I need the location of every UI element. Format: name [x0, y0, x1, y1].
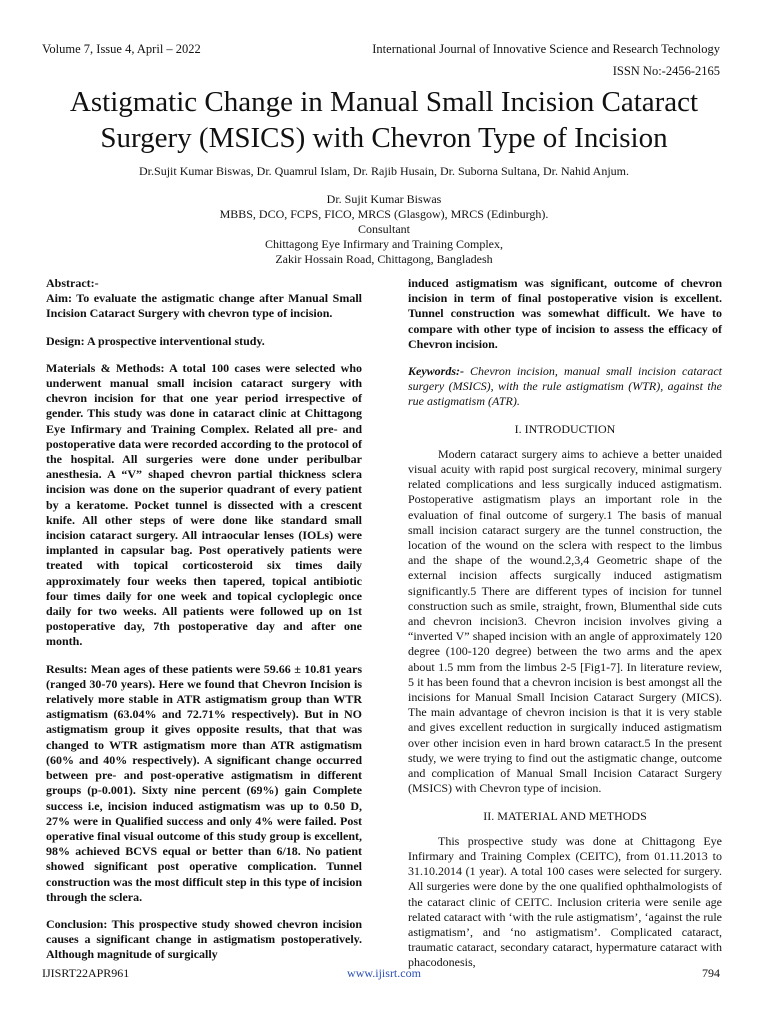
affiliation-block [40, 192, 728, 267]
abstract-aim: Aim: To evaluate the astigmatic change after Manual Small Incision Cataract Surgery with chevron type of incision. [46, 291, 362, 321]
abstract-results: Results: Mean ages of these patients were 59.66 ± 10.81 years (ranged 30-70 years). Here we found that Chevron Incision is relatively more stable in ATR astigmatism group than WTR astigmatism (63.04% and 72.71% respectively). But in NO astigmatism group it gives opposite results, that that was changed to WTR astigmatism more than ATR astigmatism (60% and 40% respectively). A significant change occurred between pre- and post-operative astigmatism in different groups (p-0.001). Sixty nine percent (69%) gain Complete success i.e, incision induced astigmatism was up to 0.50 D, 27% were in Qualified success and only 4% were failed. Post operative final visual outcome of this study group is excellent, 98% achieved BCVS equal or better than 6/18. No patient showed significant post operative complication. Tunnel construction was the most difficult step in this type of incision through the sclera. [46, 661, 362, 904]
author-institution: Chittagong Eye Infirmary and Training Complex, [265, 237, 503, 251]
keywords-text: Chevron incision, manual small incision cataract surgery (MSICS), with the rule astigmatism (WTR), against the rue astigmatism (ATR). [408, 364, 722, 409]
paper-id: IJISRT22APR961 [42, 966, 130, 980]
author-degrees: MBBS, DCO, FCPS, FICO, MRCS (Glasgow), MRCS (Edinburgh). [219, 207, 549, 221]
journal-volume: Volume 7, Issue 4, April – 2022 [42, 42, 201, 56]
corresponding-author: Dr. Sujit Kumar Biswas [326, 192, 442, 206]
author-address: Zakir Hossain Road, Chittagong, Bangladesh [275, 252, 493, 266]
journal-url[interactable]: www.ijisrt.com [347, 966, 421, 980]
abstract-conclusion: Conclusion: This prospective study showed chevron incision causes a significant change in astigmatism postoperatively. Although magnitude of surgically [46, 916, 362, 962]
paper-title: Astigmatic Change in Manual Small Incision Cataract Surgery (MSICS) with Chevron Type of Incision [69, 86, 699, 154]
section-heading-introduction: I. INTRODUCTION [514, 421, 616, 436]
keywords-label: Keywords:- [408, 364, 464, 379]
abstract-methods: Materials & Methods: A total 100 cases were selected who underwent manual small incision cataract surgery with chevron incision for that one year period irrespective of gender. This study was done in cataract clinic at Chittagong Eye Infirmary and Training Complex. Related all pre- and postoperative data were recorded according to the protocol of the hospital. All surgeries were done under peribulbar anesthesia. A “V” shaped chevron partial thickness sclera incision was done on the superior quadrant of every patient by a keratome. Pocket tunnel is dissected with a crescent knife. All other steps of were done like standard small incision cataract surgery. All intraocular lenses (IOLs) were implanted in capsular bag. Post operatively patients were treated with topical corticosteroid six times daily approximately four weeks then tapered, topical antibiotic four times daily for one week and topical cycloplegic once daily for two weeks. All patients were followed up on 1st postoperative day, 7th postoperative day and after one month. [46, 360, 362, 649]
introduction-text: Modern cataract surgery aims to achieve a better unaided visual acuity with rapid post surgical recovery, minimal surgery related complications and less surgically induced astigmatism. Postoperative astigmatism plays an important role in the evaluation of final outcome of surgery.1 The basis of manual small incision cataract surgery are the tunnel construction, the location of the wound on the sclera with respect to the limbus and the shape of the wound.2,3,4 Geometric shape of the external incision affects surgically induced astigmatism significantly.5 There are different types of incision for tunnel construction such as smile, straight, frown, Blumenthal side cuts and chevron incision3. Chevron incision involves giving a “inverted V” shaped incision with an angle of approximately 120 degree (100-120 degree) between the two arms and the apex about 1.5 mm from the limbus 2-5 [Fig1-7]. In literature review, 5 it has been found that a chevron incision is best amongst all the incisions for Manual Small Incision Cataract Surgery (MICS). The main advantage of chevron incision is that it is very stable and gives excellent reduction in surgically induced astigmatism over other incision even in hard brown cataract.5 In the present study, we were trying to find out the astigmatic change, outcome and complication of Manual Small Incision Cataract Surgery (MSICS) with Chevron type of incision. [408, 446, 722, 796]
section-heading-methods: II. MATERIAL AND METHODS [483, 808, 647, 823]
left-column [46, 276, 362, 975]
abstract-design: Design: A prospective interventional study. [46, 333, 265, 348]
methods-text: This prospective study was done at Chittagong Eye Infirmary and Training Complex (CEITC), from 01.11.2013 to 31.10.2014 (1 year). A total 100 cases were selected for surgery. All surgeries were done by the one qualified ophthalmologists of the cataract clinic of CEITC. Inclusion criteria were senile age related cataract with ‘with the rule astigmatism’, ‘against the rule astigmatism’, and ‘no astigmatism’. Complicated cataract, traumatic cataract, secondary cataract, hypermature cataract with phacodonesis, [408, 833, 722, 970]
right-column [408, 276, 722, 983]
journal-name: International Journal of Innovative Science and Research Technology [372, 42, 720, 56]
keywords [408, 364, 722, 410]
page-number: 794 [702, 966, 720, 980]
abstract-heading: Abstract:- [46, 276, 99, 290]
issn: ISSN No:-2456-2165 [612, 64, 720, 78]
author-list: Dr.Sujit Kumar Biswas, Dr. Quamrul Islam, Dr. Rajib Husain, Dr. Suborna Sultana, Dr. Nahid Anjum. [139, 164, 629, 178]
abstract-conclusion-continued: induced astigmatism was significant, outcome of chevron incision in term of final postoperative vision is excellent. Tunnel construction was somewhat difficult. We have to compare with other type of incision to assess the efficacy of Chevron incision. [408, 276, 722, 351]
author-role: Consultant [357, 222, 410, 236]
